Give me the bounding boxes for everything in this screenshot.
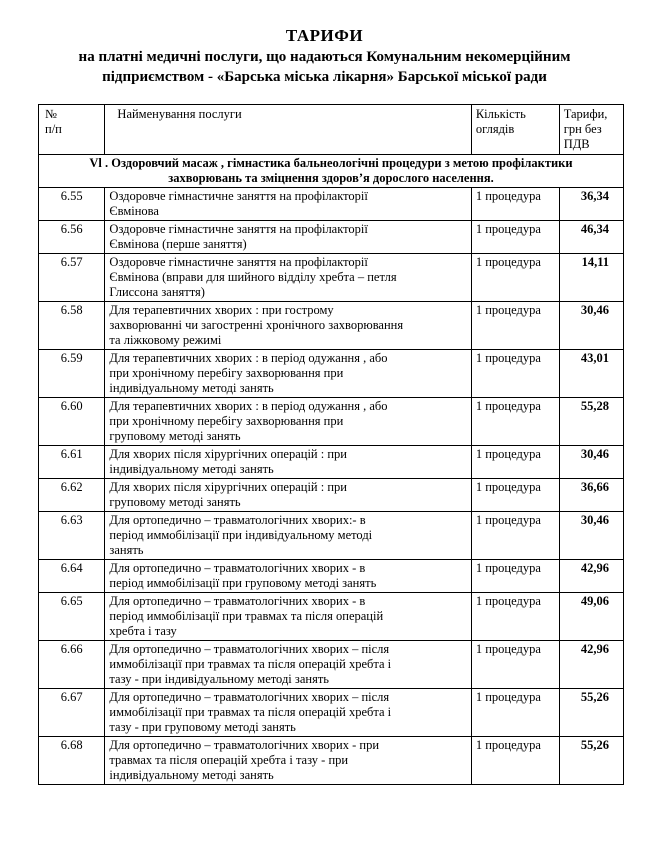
row-service-name (105, 302, 471, 350)
service-name-line: при хронічному перебігу захворювання при (109, 366, 344, 380)
row-price: 42,96 (559, 560, 623, 593)
row-number: 6.56 (39, 221, 105, 254)
service-name-line: Оздоровче гімнастичне заняття на профілакторії (109, 255, 368, 269)
service-name-line: індивідуальному методі занять (109, 462, 274, 476)
service-name-line: тазу - при індивідуальному методі занять (109, 672, 329, 686)
row-quantity: 1 процедура (471, 560, 559, 593)
service-name-line: Для терапевтичних хворих : в період одужання , або (109, 399, 388, 413)
service-name-line: иммобілізації при травмах та після операцій хребта і (109, 657, 392, 671)
row-price: 49,06 (559, 593, 623, 641)
header-price-line-3: ПДВ (563, 137, 590, 151)
table-row (39, 689, 624, 737)
table-row (39, 254, 624, 302)
row-quantity: 1 процедура (471, 302, 559, 350)
row-service-name (105, 446, 471, 479)
table-row (39, 221, 624, 254)
row-service-name (105, 188, 471, 221)
row-price: 46,34 (559, 221, 623, 254)
service-name-line: травмах та після операцій хребта і тазу - при (109, 753, 349, 767)
row-number: 6.57 (39, 254, 105, 302)
service-name-line: хребта і тазу (109, 624, 177, 638)
service-name-line: при хронічному перебігу захворювання при (109, 414, 344, 428)
service-name-line: Для терапевтичних хворих : при гострому (109, 303, 334, 317)
row-price: 55,28 (559, 398, 623, 446)
service-name-line: Оздоровче гімнастичне заняття на профілакторії (109, 222, 368, 236)
row-price: 30,46 (559, 302, 623, 350)
row-service-name (105, 737, 471, 785)
section-heading (39, 155, 624, 188)
table-row (39, 398, 624, 446)
table-body (39, 155, 624, 785)
row-quantity: 1 процедура (471, 641, 559, 689)
header-qty-line-2: оглядів (475, 122, 515, 136)
header-name: Найменування послуги (105, 105, 471, 155)
row-number: 6.62 (39, 479, 105, 512)
row-quantity: 1 процедура (471, 737, 559, 785)
row-price: 55,26 (559, 689, 623, 737)
row-quantity: 1 процедура (471, 398, 559, 446)
row-service-name (105, 254, 471, 302)
service-name-line: Для ортопедично – травматологічних хворих:- в (109, 513, 366, 527)
service-name-line: період иммобілізації при груповому методі занять (109, 576, 377, 590)
service-name-line: Для ортопедично – травматологічних хворих - при (109, 738, 380, 752)
service-name-line: Для ортопедично – травматологічних хворих – після (109, 690, 390, 704)
row-price: 42,96 (559, 641, 623, 689)
row-number: 6.63 (39, 512, 105, 560)
service-name-line: тазу - при груповому методі занять (109, 720, 296, 734)
row-number: 6.61 (39, 446, 105, 479)
table-header-row (39, 105, 624, 155)
row-service-name (105, 560, 471, 593)
service-name-line: період иммобілізації при індивідуальному методі (109, 528, 373, 542)
service-name-line: груповому методі занять (109, 495, 241, 509)
row-service-name (105, 221, 471, 254)
row-quantity: 1 процедура (471, 446, 559, 479)
table-row (39, 350, 624, 398)
service-name-line: Глиссона заняття) (109, 285, 205, 299)
row-service-name (105, 479, 471, 512)
row-number: 6.59 (39, 350, 105, 398)
row-quantity: 1 процедура (471, 689, 559, 737)
row-service-name (105, 641, 471, 689)
service-name-line: Для ортопедично – травматологічних хворих - в (109, 561, 366, 575)
row-price: 36,66 (559, 479, 623, 512)
row-number: 6.58 (39, 302, 105, 350)
table-row (39, 737, 624, 785)
service-name-line: Для хворих після хірургічних операцій : при (109, 480, 347, 494)
row-price: 30,46 (559, 446, 623, 479)
service-name-line: груповому методі занять (109, 429, 241, 443)
row-service-name (105, 689, 471, 737)
row-number: 6.68 (39, 737, 105, 785)
section-row (39, 155, 624, 188)
row-service-name (105, 350, 471, 398)
header-price-line-1: Тарифи, (563, 107, 608, 121)
header-qty (471, 105, 559, 155)
header-price-line-2: грн без (563, 122, 602, 136)
service-name-line: Для терапевтичних хворих : в період одужання , або (109, 351, 388, 365)
row-number: 6.67 (39, 689, 105, 737)
row-price: 55,26 (559, 737, 623, 785)
row-price: 36,34 (559, 188, 623, 221)
header-num (39, 105, 105, 155)
service-name-line: та ліжковому режимі (109, 333, 222, 347)
row-number: 6.65 (39, 593, 105, 641)
table-row (39, 512, 624, 560)
service-name-line: Для ортопедично – травматологічних хворих - в (109, 594, 366, 608)
row-number: 6.64 (39, 560, 105, 593)
table-row (39, 593, 624, 641)
service-name-line: Для ортопедично – травматологічних хворих – після (109, 642, 390, 656)
service-name-line: занять (109, 543, 144, 557)
table-row (39, 479, 624, 512)
service-name-line: індивідуальному методі занять (109, 381, 274, 395)
row-service-name (105, 398, 471, 446)
row-quantity: 1 процедура (471, 512, 559, 560)
table-row (39, 446, 624, 479)
row-quantity: 1 процедура (471, 479, 559, 512)
row-price: 14,11 (559, 254, 623, 302)
service-name-line: період иммобілізації при травмах та після операцій (109, 609, 384, 623)
service-name-line: Євмінова (109, 204, 159, 218)
service-name-line: індивідуальному методі занять (109, 768, 274, 782)
tariff-table (38, 104, 624, 785)
row-service-name (105, 593, 471, 641)
section-heading-line-2: захворювань та зміцнення здоров’я дорослого населення. (168, 171, 494, 185)
service-name-line: Оздоровче гімнастичне заняття на профілакторії (109, 189, 368, 203)
row-service-name (105, 512, 471, 560)
service-name-line: Євмінова (вправи для шийного відділу хребта – петля (109, 270, 397, 284)
row-price: 43,01 (559, 350, 623, 398)
table-row (39, 302, 624, 350)
header-num-line-2: п/п (45, 122, 62, 136)
service-name-line: иммобілізації при травмах та після операцій хребта і (109, 705, 392, 719)
row-quantity: 1 процедура (471, 350, 559, 398)
row-quantity: 1 процедура (471, 221, 559, 254)
row-number: 6.60 (39, 398, 105, 446)
row-quantity: 1 процедура (471, 188, 559, 221)
service-name-line: Євмінова (перше заняття) (109, 237, 247, 251)
service-name-line: Для хворих після хірургічних операцій : при (109, 447, 347, 461)
document-subtitle-line-1: на платні медичні послуги, що надаються Комунальним некомерційним (78, 49, 571, 65)
row-quantity: 1 процедура (471, 593, 559, 641)
document-header (0, 0, 649, 86)
document-subtitle-line-2: підприємством - «Барська міська лікарня» Барської міської ради (102, 69, 547, 85)
header-qty-line-1: Кількість (475, 107, 526, 121)
row-quantity: 1 процедура (471, 254, 559, 302)
header-price (559, 105, 623, 155)
table-row (39, 560, 624, 593)
service-name-line: захворюванні чи загостренні хронічного захворювання (109, 318, 404, 332)
row-price: 30,46 (559, 512, 623, 560)
header-num-line-1: № (45, 107, 57, 121)
table-row (39, 641, 624, 689)
table-row (39, 188, 624, 221)
row-number: 6.55 (39, 188, 105, 221)
row-number: 6.66 (39, 641, 105, 689)
section-heading-line-1: Vl . Оздоровчий масаж , гімнастика бальнеологічні процедури з метою профілактики (89, 156, 573, 170)
document-title: ТАРИФИ (285, 26, 364, 45)
